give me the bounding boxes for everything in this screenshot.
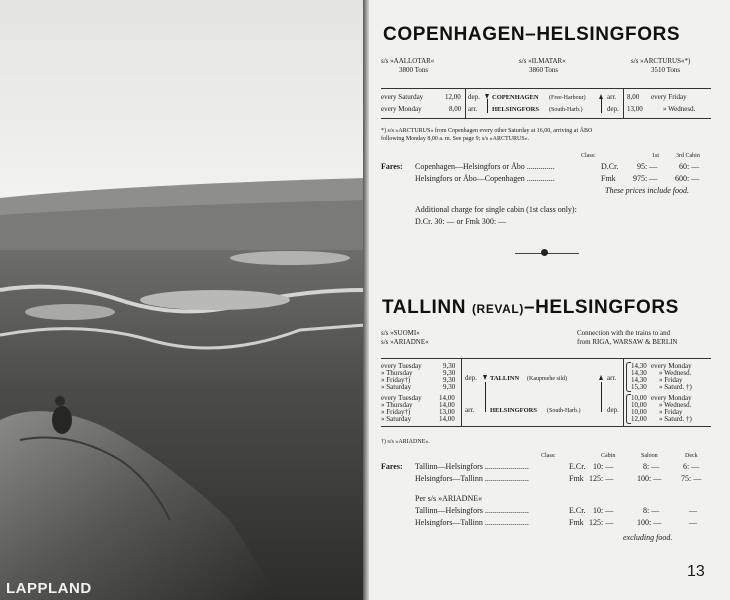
r1-row1-time: 12,00 [445,93,461,101]
r2-connector-line-right [601,382,602,412]
r1-row2-rtime: 13,00 [627,105,643,113]
r2-b2-r-time-2: 10,00 [631,401,647,409]
r1-fares-1st-header: 1st [652,153,660,159]
r2-b1-r-time-2: 14,30 [631,369,647,377]
r2-b2-day-4: » Saturday [381,415,412,423]
r2-helsingfors: HELSINGFORS [490,407,537,414]
r2-fare2-row2-route: Helsingfors—Tallinn ...................... [415,518,529,527]
r2-b2-time-4: 14,00 [439,415,455,423]
route1-title: COPENHAGEN–HELSINGFORS [383,24,681,45]
r2-b1-r-time-3: 14,30 [631,376,647,384]
ship-arcturus: s/s »ARCTURUS«*) [631,57,691,65]
r1-fares-note: These prices include food. [605,186,689,195]
r2-b1-arr: arr. [607,374,617,382]
r1-fare-row2-cur: Fmk [601,174,616,183]
r2-b2-r-day-3: » Friday [659,408,683,416]
r1-row1-dep: dep. [468,93,480,101]
r1-fare-row2-3rd: 600: — [675,174,700,183]
r1-footnote-2: following Monday 8,00 a. m. See page 9; s/s »ARCTURUS«. [381,136,530,142]
r2-tallinn: TALLINN [490,375,520,382]
r2-fare2-row1-cabin: 10: — [593,506,614,515]
ship-suomi: s/s »SUOMI« [381,329,420,337]
r2-b2-r-time-4: 12,00 [631,415,647,423]
r2-helsingfors-note: (South-Harb.) [547,408,581,414]
r2-fare-row1-route: Tallinn—Helsingfors ...................... [415,462,529,471]
r2-footnote: †) s/s »ARIADNE«. [381,439,430,445]
r1-helsingfors-note: (South-Harb.) [549,107,583,113]
r2-fare2-row1-deck: — [689,506,697,515]
r2-b2-r-time-3: 10,00 [631,408,647,416]
r2-fare2-row2-cabin: 125: — [589,518,614,527]
r2-fare-row2-cur: Fmk [569,474,584,483]
r2-b2-r-day-1: every Monday [651,394,692,402]
r2-b2-arr: arr. [465,406,475,414]
r1-row1-rday: every Friday [651,93,687,101]
route2-title-reval: (REVAL) [471,302,524,316]
r2-fare-row1-cabin: 10: — [593,462,614,471]
r2-b1-r-day-2: » Wednesd. [659,369,692,377]
r2-b2-day-3: » Friday†) [381,408,411,416]
r1-footnote: *) s/s »ARCTURUS« from Copenhagen every other Saturday at 16,00, arriving at ÅBO [381,128,593,134]
r1-fares-3rd-header: 3rd Cabin [676,153,700,159]
route2-title-helsingfors: –HELSINGFORS [523,297,679,318]
route2-title [382,297,679,319]
r2-b1-dep: dep. [465,374,477,382]
divider-dot-icon [541,249,548,256]
r2-b1-day-1: every Tuesday [381,362,422,370]
schedule1-bottom-rule [381,118,711,119]
r2-fare-row1-deck: 6: — [683,462,700,471]
r1-fares-class-header: Class: [581,153,596,159]
ship-ilmatar: s/s »ILMATAR« [519,57,566,65]
r2-b2-r-day-2: » Wednesd. [659,401,692,409]
r2-connector-line [485,382,486,412]
r1-row1-arr: arr. [607,93,617,101]
r2-b2-dep: dep. [607,406,619,414]
r2-b1-day-2: » Thursday [381,369,413,377]
r2-b1-day-3: » Friday†) [381,376,411,384]
r1-fare-row2-1st: 975: — [633,174,658,183]
r2-b1-time-4: 9,30 [443,383,456,391]
r1-row1-day: every Saturday [381,93,424,101]
r2-b1-r-day-1: every Monday [651,362,692,370]
r2-b2-day-2: » Thursday [381,401,413,409]
r2-fare-row1-cur: E.Cr. [569,462,586,471]
r1-fares-label: Fares: [381,162,403,171]
r1-fare-row1-3rd: 60: — [679,162,700,171]
r1-copenhagen: COPENHAGEN [492,94,539,101]
r2-fare2-row1-saloon: 8: — [643,506,660,515]
schedule1-divider-left [465,88,466,118]
schedule2-divider-left [461,358,462,426]
r2-fare-row2-cabin: 125: — [589,474,614,483]
route2-title-tallinn: TALLINN [382,297,467,318]
r2-fare2-row2-deck: — [689,518,697,527]
photo-caption: LAPPLAND [6,580,92,597]
r1-connector-line-right [601,99,602,113]
r2-b1-r-day-4: » Saturd. †) [659,383,692,391]
r2-b1-day-4: » Saturday [381,383,412,391]
ship-ariadne: s/s »ARIADNE« [381,338,429,346]
r1-additional-charge: Additional charge for single cabin (1st class only): [415,205,577,214]
r2-fare-row1-saloon: 8: — [643,462,660,471]
r1-connector-line [487,99,488,113]
r2-fare2-row1-route: Tallinn—Helsingfors ...................... [415,506,529,515]
schedule1-divider-right [623,88,624,118]
r2-tallinn-note: (Kaupmehe sild) [527,376,568,382]
r2-b1-r-time-1: 14,30 [631,362,647,370]
r1-fare-row1-1st: 95: — [637,162,658,171]
r2-b2-time-1: 14,00 [439,394,455,402]
r1-helsingfors: HELSINGFORS [492,106,539,113]
r1-fare-row2-route: Helsingfors or Åbo—Copenhagen .............. [415,174,555,183]
schedule2-bottom-rule [381,426,711,427]
r2-b2-day-1: every Tuesday [381,394,422,402]
r2-per-ariadne: Per s/s »ARIADNE« [415,494,483,503]
r2-fare2-row2-saloon: 100: — [637,518,662,527]
r2-b2-time-2: 14,00 [439,401,455,409]
r2-connection-2: from RIGA, WARSAW & BERLIN [577,338,678,346]
r2-b1-time-2: 9,30 [443,369,456,377]
r2-fares-label: Fares: [381,462,403,471]
ship-aallotar: s/s »AALLOTAR« [381,57,435,65]
schedule2-divider-right [623,358,624,426]
r1-row2-day: every Monday [381,105,422,113]
r2-fare-row2-saloon: 100: — [637,474,662,483]
schedule2-top-rule [381,358,711,359]
r1-fare-row1-cur: D.Cr. [601,162,619,171]
timetable-page [369,0,730,600]
r1-additional-charge-amount: D.Cr. 30: — or Fmk 300: — [415,217,507,226]
r2-b2-r-time-1: 10,00 [631,394,647,402]
r1-row2-dep: dep. [607,105,619,113]
r2-fare-row2-deck: 75: — [681,474,702,483]
r2-fare-row2-route: Helsingfors—Tallinn ...................... [415,474,529,483]
r2-b1-time-3: 9,30 [443,376,456,384]
ship-aallotar-tons: 3800 Tons [399,66,429,74]
r2-b1-r-day-3: » Friday [659,376,683,384]
r2-fare2-row2-cur: Fmk [569,518,584,527]
r2-fares-deck-header: Deck [685,453,698,459]
page-number: 13 [687,563,705,580]
r2-fares-class-header: Class: [541,453,556,459]
r2-b2-time-3: 13,00 [439,408,455,416]
r2-b1-time-1: 9,30 [443,362,456,370]
r1-copenhagen-note: (Free-Harbour) [549,95,586,101]
down-arrow-icon [483,375,487,380]
r2-fares-note: excluding food. [623,533,673,542]
r2-fare2-row1-cur: E.Cr. [569,506,586,515]
r1-row2-arr: arr. [468,105,478,113]
ship-arcturus-tons: 3510 Tons [651,66,681,74]
r2-fares-saloon-header: Saloon [641,453,658,459]
r1-fare-row1-route: Copenhagen—Helsingfors or Åbo .............. [415,162,555,171]
r1-row1-rtime: 8,00 [627,93,640,101]
ship-ilmatar-tons: 3860 Tons [529,66,559,74]
r2-b1-r-time-4: 15,30 [631,383,647,391]
r1-row2-rday: » Wednesd. [663,105,696,113]
r1-row2-time: 8,00 [449,105,462,113]
r2-fares-cabin-header: Cabin [601,453,616,459]
r2-connection-1: Connection with the trains to and [577,329,671,337]
schedule1-top-rule [381,88,711,89]
r2-b2-r-day-4: » Saturd. †) [659,415,692,423]
up-arrow-icon [599,375,603,380]
